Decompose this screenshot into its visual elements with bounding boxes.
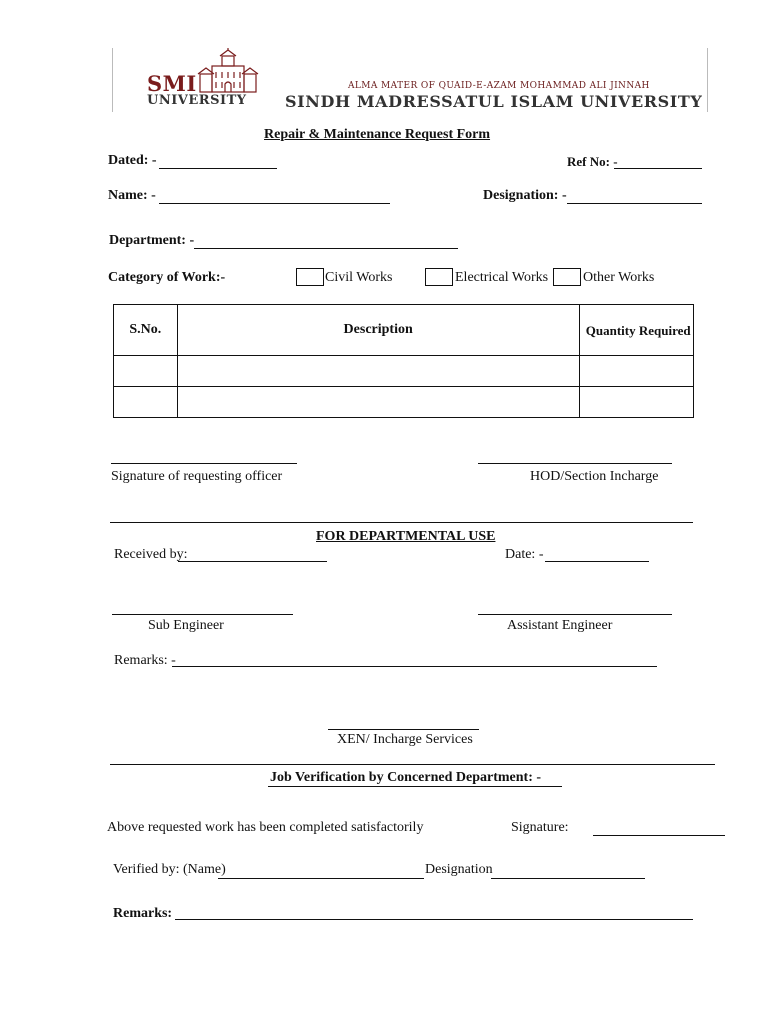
items-table — [113, 304, 694, 418]
departmental-remarks-label: Remarks: - — [114, 653, 176, 668]
table-cell-description[interactable] — [177, 387, 579, 418]
name-field[interactable] — [159, 203, 390, 204]
university-name: SINDH MADRESSATUL ISLAM UNIVERSITY — [285, 92, 703, 111]
sno-header: S.No. — [114, 305, 178, 356]
department-field[interactable] — [194, 248, 458, 249]
other-works-label: Other Works — [583, 270, 655, 285]
date-label: Date: - — [505, 547, 544, 562]
table-header-row — [114, 305, 694, 356]
table-cell-description[interactable] — [177, 356, 579, 387]
assistant-engineer-label: Assistant Engineer — [507, 618, 613, 633]
description-header: Description — [177, 305, 579, 356]
table-row — [114, 356, 694, 387]
hod-signature-line[interactable] — [478, 463, 672, 464]
name-label: Name: - — [108, 188, 156, 203]
departmental-use-title: FOR DEPARTMENTAL USE — [316, 529, 496, 544]
electrical-works-checkbox[interactable] — [425, 268, 453, 286]
completed-text: Above requested work has been completed satisfactorily — [107, 820, 424, 835]
signature-label: Signature: — [511, 820, 569, 835]
logo-short-text: SMI — [147, 71, 197, 96]
dated-label: Dated: - — [108, 153, 157, 168]
civil-works-label: Civil Works — [325, 270, 393, 285]
assistant-engineer-signature-line[interactable] — [478, 614, 672, 615]
quantity-header: Quantity Required — [579, 305, 693, 356]
alma-mater-text: ALMA MATER OF QUAID-E-AZAM MOHAMMAD ALI JINNAH — [348, 81, 650, 91]
table-cell-quantity[interactable] — [579, 387, 693, 418]
designation-label: Designation: - — [483, 188, 567, 203]
electrical-works-label: Electrical Works — [455, 270, 549, 285]
verified-by-label: Verified by: (Name) — [113, 862, 226, 877]
dated-field[interactable] — [159, 168, 277, 169]
requesting-officer-signature-line[interactable] — [111, 463, 297, 464]
received-by-field[interactable] — [178, 561, 327, 562]
requesting-officer-label: Signature of requesting officer — [111, 469, 283, 484]
ref-no-label: Ref No: - — [567, 154, 618, 169]
logo-university-text: UNIVERSITY — [147, 93, 247, 108]
section-divider — [110, 522, 693, 523]
verification-title-underline — [268, 786, 562, 787]
xen-label: XEN/ Incharge Services — [337, 732, 473, 747]
verified-by-field[interactable] — [218, 878, 424, 879]
ref-no-field[interactable] — [614, 168, 702, 169]
xen-signature-line[interactable] — [328, 729, 479, 730]
sub-engineer-label: Sub Engineer — [148, 618, 224, 633]
table-cell-sno[interactable] — [114, 387, 178, 418]
hod-label: HOD/Section Incharge — [530, 469, 659, 484]
header-left-border — [112, 48, 113, 112]
sub-engineer-signature-line[interactable] — [112, 614, 293, 615]
verification-designation-field[interactable] — [491, 878, 645, 879]
received-by-label: Received by: — [114, 547, 188, 562]
header-right-border — [707, 48, 708, 112]
designation-field[interactable] — [567, 203, 702, 204]
table-cell-sno[interactable] — [114, 356, 178, 387]
table-cell-quantity[interactable] — [579, 356, 693, 387]
civil-works-checkbox[interactable] — [296, 268, 324, 286]
departmental-remarks-field[interactable] — [172, 666, 657, 667]
verification-designation-label: Designation — [425, 862, 493, 877]
date-field[interactable] — [545, 561, 649, 562]
verification-remarks-field[interactable] — [175, 919, 693, 920]
university-building-icon — [196, 48, 260, 94]
category-label: Category of Work:- — [108, 270, 226, 285]
verification-signature-field[interactable] — [593, 835, 725, 836]
verification-remarks-label: Remarks: — [113, 906, 173, 921]
verification-title: Job Verification by Concerned Department: - — [270, 770, 542, 785]
table-row — [114, 387, 694, 418]
form-title: Repair & Maintenance Request Form — [264, 127, 491, 142]
other-works-checkbox[interactable] — [553, 268, 581, 286]
department-label: Department: - — [109, 233, 195, 248]
section-divider — [110, 764, 715, 765]
